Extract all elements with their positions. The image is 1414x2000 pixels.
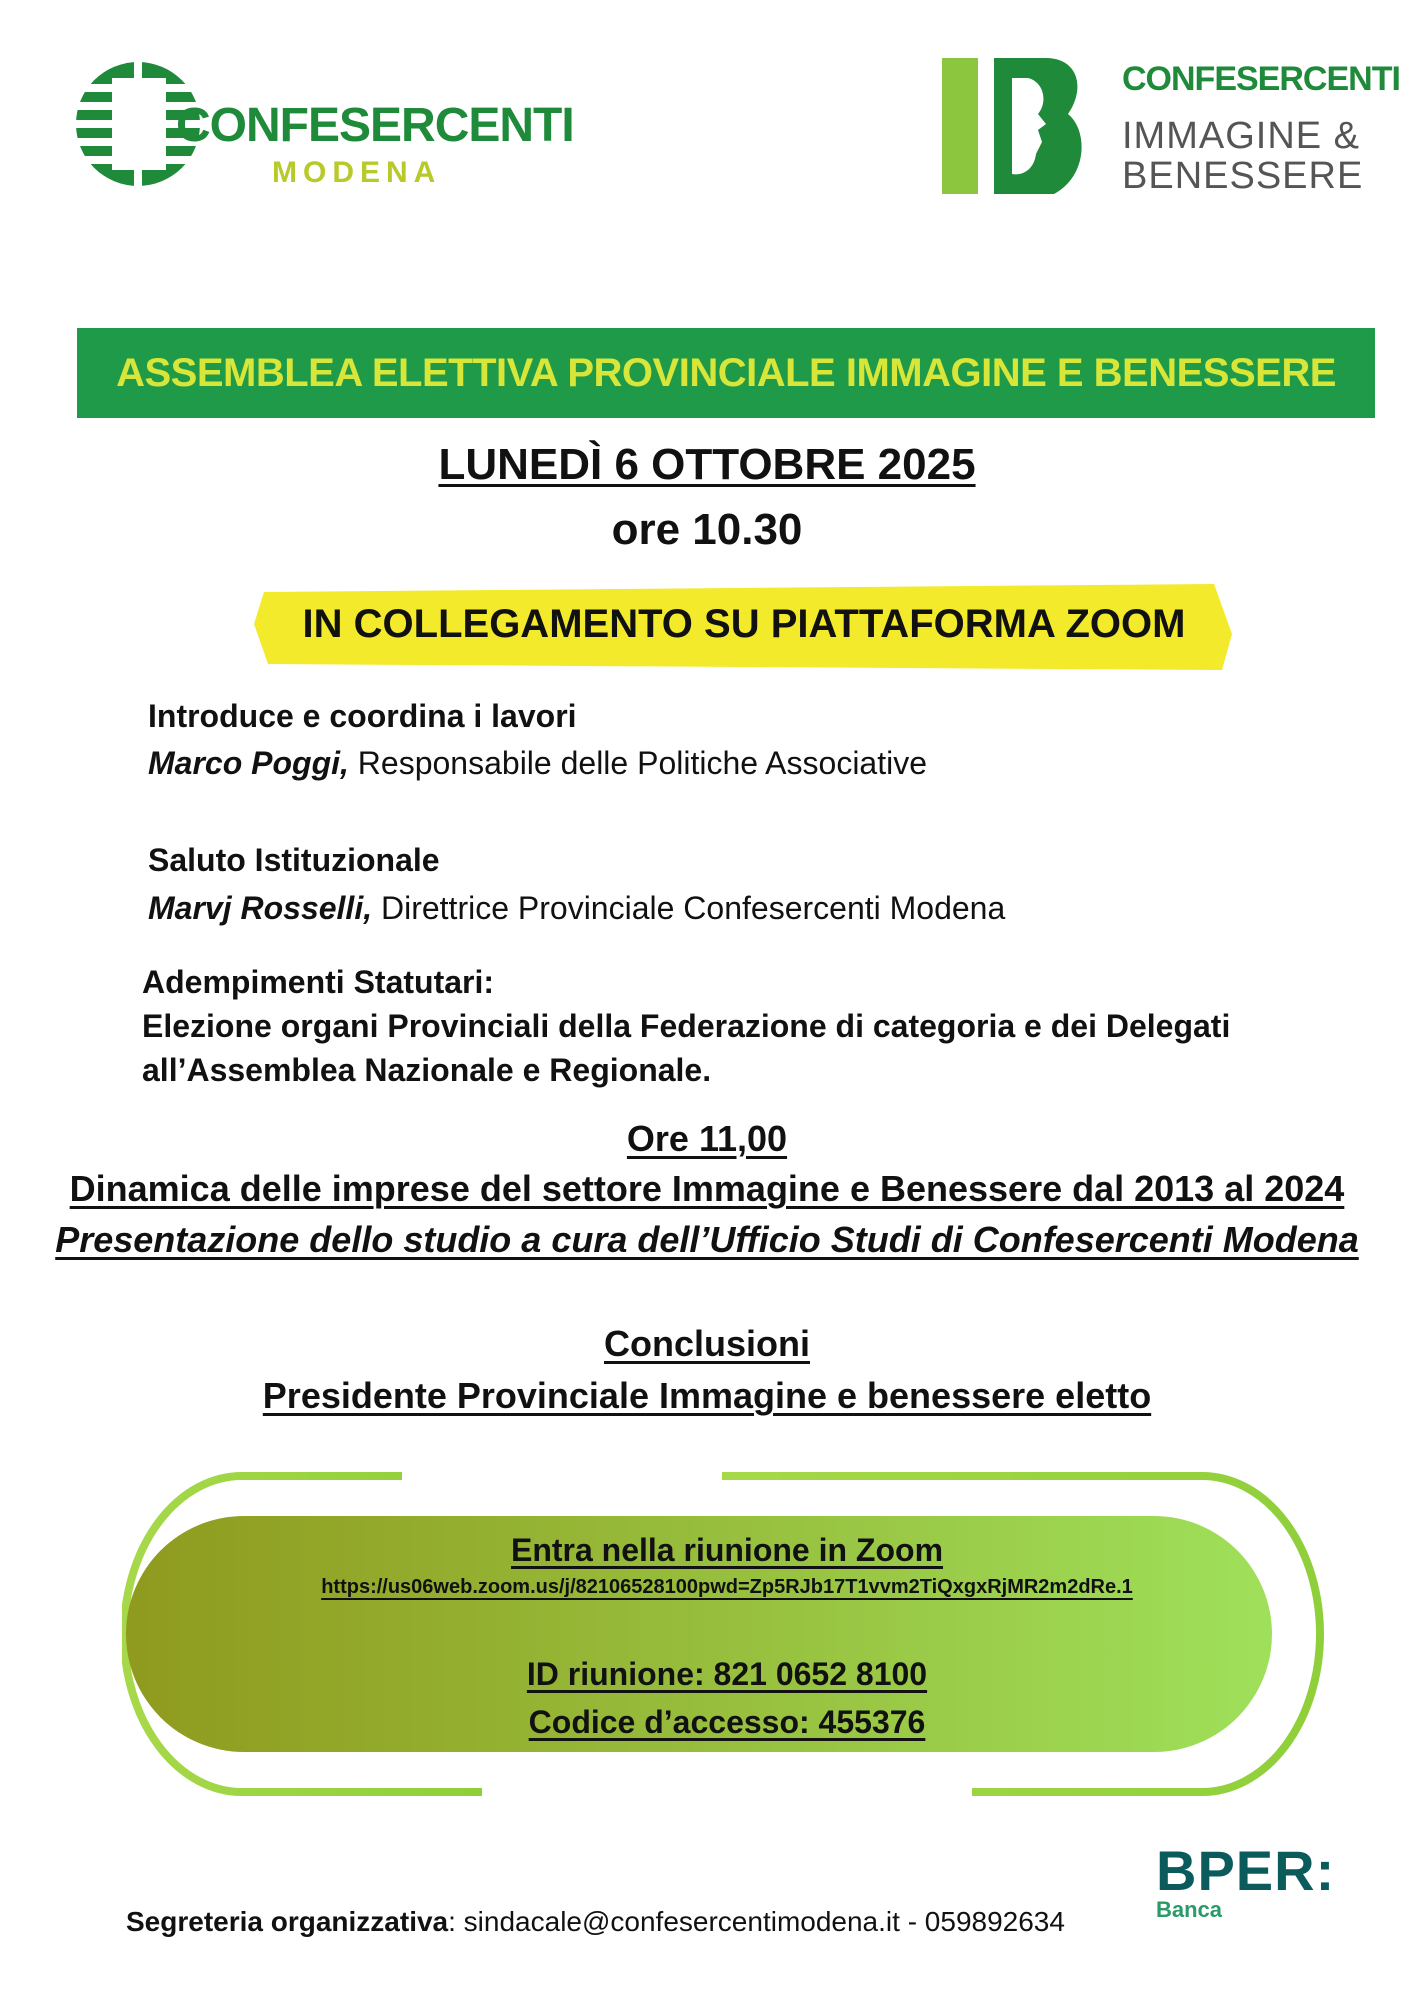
logo-left-word1: CONFESERCENTI (176, 99, 574, 152)
zoom-passcode (122, 1704, 1332, 1741)
zoom-link-text[interactable]: https://us06web.zoom.us/j/82106528100pwd=Zp5RJb17T1vvm2TiQxgxRjMR2m2dRe.1 (321, 1576, 1133, 1598)
saluto-speaker (148, 890, 1005, 927)
banner-title: ASSEMBLEA ELETTIVA PROVINCIALE IMMAGINE E BENESSERE (116, 350, 1336, 395)
second-time (0, 1118, 1414, 1160)
logo-right-word1: CONFESERCENTI (1122, 60, 1400, 98)
footer-contact-text: : sindacale@confesercentimodena.it - 059892634 (448, 1906, 1065, 1937)
zoom-meeting-box (122, 1468, 1332, 1808)
event-date (0, 440, 1414, 490)
zoom-platform-tag (254, 584, 1234, 670)
presidente-text: Presidente Provinciale Immagine e benessere eletto (262, 1375, 1152, 1416)
bper-banca-logo (1156, 1838, 1335, 1923)
adempimenti-section (142, 960, 1230, 1092)
zoom-enter-text: Entra nella riunione in Zoom (510, 1532, 944, 1568)
zoom-passcode-text: Codice d’accesso: 455376 (528, 1704, 926, 1740)
bper-name: BPER: (1156, 1839, 1336, 1902)
footer-label: Segreteria organizzativa (126, 1906, 449, 1937)
dinamica-title (0, 1168, 1414, 1210)
logo-right-word2 (1122, 116, 1363, 196)
zoom-box-shape (122, 1468, 1332, 1808)
adempimenti-title: Adempimenti Statutari: (142, 964, 495, 1000)
logo-right-line1: IMMAGINE & (1122, 115, 1361, 157)
confesercenti-immagine-benessere-logo (942, 58, 1400, 198)
zoom-enter-label (122, 1532, 1332, 1569)
saluto-role: Direttrice Provinciale Confesercenti Modena (372, 890, 1006, 926)
presentation-text: Presentazione dello studio a cura dell’Ufficio Studi di Confesercenti Modena (55, 1219, 1359, 1260)
zoom-meeting-id-text: ID riunione: 821 0652 8100 (526, 1656, 928, 1692)
logo-right-line2: BENESSERE (1122, 155, 1364, 197)
zoom-meeting-id (122, 1656, 1332, 1693)
second-time-text: Ore 11,00 (626, 1118, 788, 1159)
intro-label: Introduce e coordina i lavori (148, 698, 577, 734)
event-date-text: LUNEDÌ 6 OTTOBRE 2025 (438, 440, 976, 489)
saluto-name: Marvj Rosselli, (148, 890, 373, 926)
adempimenti-line1: Elezione organi Provinciali della Federazione di categoria e dei Delegati (142, 1008, 1231, 1044)
dinamica-text: Dinamica delle imprese del settore Immagine e Benessere dal 2013 al 2024 (69, 1168, 1345, 1209)
saluto-label: Saluto Istituzionale (148, 842, 440, 878)
logo-left-word2: MODENA (272, 156, 442, 189)
conclusioni-text: Conclusioni (604, 1323, 810, 1364)
title-banner (77, 328, 1375, 418)
conclusioni-heading (0, 1323, 1414, 1365)
intro-role: Responsabile delle Politiche Associative (348, 745, 928, 781)
footer-contact (126, 1906, 1065, 1938)
presentation-subtitle (0, 1219, 1414, 1261)
presidente-line (0, 1375, 1414, 1417)
intro-speaker (148, 745, 927, 782)
zoom-link[interactable] (122, 1576, 1332, 1599)
adempimenti-line2: all’Assemblea Nazionale e Regionale. (142, 1052, 712, 1088)
intro-name: Marco Poggi, (148, 745, 349, 781)
zoom-platform-text: IN COLLEGAMENTO SU PIATTAFORMA ZOOM (302, 602, 1186, 646)
confesercenti-modena-logo (72, 58, 574, 194)
event-time: ore 10.30 (611, 505, 803, 554)
ib-monogram-icon (942, 58, 1088, 194)
bper-sub: Banca (1156, 1897, 1223, 1922)
